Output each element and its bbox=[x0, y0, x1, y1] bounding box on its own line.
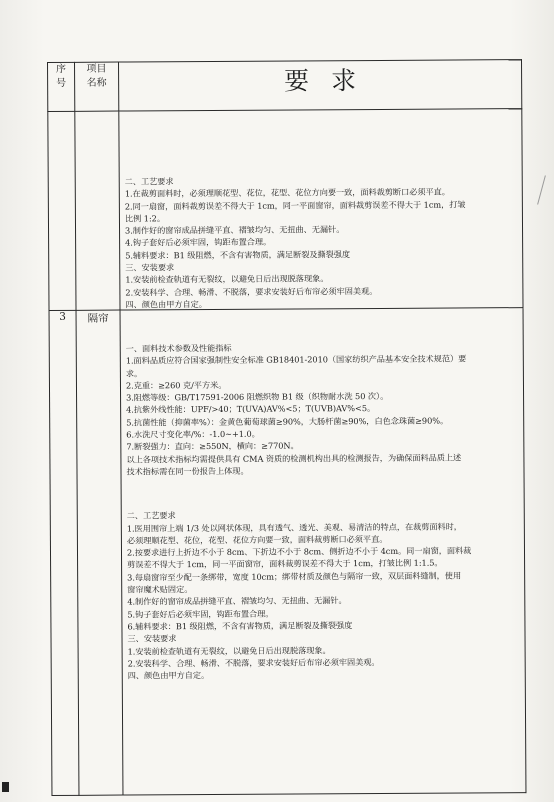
header-item-name bbox=[75, 62, 119, 111]
paragraph-gap bbox=[127, 475, 520, 509]
requirement-line: 1.面料品质应符合国家强制性安全标准 GB18401-2010（国家纺织产品基本安全技术规范）要 bbox=[125, 353, 467, 366]
requirement-line: 三、安装要求 bbox=[125, 262, 175, 273]
requirement-line: 2.克重：≥260 克/平方米。 bbox=[125, 379, 227, 391]
header-item-line-1: 项目 bbox=[86, 63, 107, 75]
requirement-line: 7.断裂强力：直向：≥550N，横向：≥770N。 bbox=[126, 440, 299, 452]
row-name-cell bbox=[75, 111, 120, 310]
fabric-spec-block bbox=[126, 340, 520, 478]
requirement-line: 比例 1:2。 bbox=[124, 213, 165, 224]
requirements-text bbox=[119, 109, 522, 309]
requirement-line: 求。 bbox=[125, 368, 143, 379]
table-row bbox=[49, 308, 526, 796]
row-requirements-cell bbox=[119, 109, 523, 310]
requirement-line: 2.按要求进行上折边不小于 8cm、下折边不小于 8cm、侧折边不小于 4cm。同一扇窗，面料裁 bbox=[126, 545, 472, 558]
requirement-line: 3.制作好的窗帘成品拼缝平直、褶皱均匀、无扭曲、无漏针。 bbox=[125, 224, 345, 236]
requirements-text bbox=[121, 308, 526, 794]
scan-edge-mark bbox=[537, 175, 546, 204]
requirement-line: 2.安装科学、合理、畅滑、不脱落，要求安装好后布帘必须牢固美观。 bbox=[127, 656, 380, 669]
requirement-line: 一、面料技术参数及性能指标 bbox=[125, 342, 232, 354]
requirement-line: 四、颜色由甲方自定。 bbox=[125, 298, 207, 310]
requirement-line: 6.水洗尺寸变化率/%：-1.0~+1.0。 bbox=[126, 428, 260, 440]
header-row bbox=[48, 60, 522, 112]
row-requirements-cell bbox=[120, 308, 526, 795]
requirement-line: 三、安装要求 bbox=[127, 633, 177, 644]
requirement-line: 5.辅料要求：B1 级阻燃，不含有害物质，满足断裂及撕裂强度 bbox=[125, 248, 351, 261]
row-number-cell: 3 bbox=[49, 310, 79, 795]
requirement-line: 剪误差不得大于 1cm，同一平面窗帘，面料裁剪误差不得大于 1cm，打皱比例 1:1.5。 bbox=[127, 558, 443, 570]
requirement-line: 二、工艺要求 bbox=[124, 176, 174, 187]
requirement-line: 以上各项技术指标均需提供具有 CMA 资质的检测机构出具的检测报告，为确保面料品质上述 bbox=[126, 452, 462, 465]
header-requirements-title: 要求 bbox=[284, 65, 379, 96]
table-row bbox=[48, 109, 523, 311]
requirement-line: 必须理顺花型、花位，花型、花位方向要一致，面料裁剪断口必须平直。 bbox=[126, 533, 388, 546]
requirement-line: 四、颜色由甲方自定。 bbox=[127, 670, 210, 681]
header-item-line-2: 名称 bbox=[86, 77, 107, 89]
requirement-line: 1.安装前检查轨道有无裂纹，以避免日后出现脱落现象。 bbox=[127, 644, 331, 657]
requirement-line: 4.钩子套好后必须牢固，钩距布置合理。 bbox=[125, 237, 272, 249]
scan-edge-mark bbox=[2, 782, 9, 792]
requirement-line: 3.阻燃等级：GB/T17591-2006 阻燃织物 B1 级（织物耐水洗 50 次）。 bbox=[126, 391, 389, 403]
requirement-line: 5.抗菌性能（抑菌率%）：金黄色葡萄球菌≥90%，大肠杆菌≥90%，白色念珠菌≥90%。 bbox=[126, 415, 449, 428]
requirement-line: 4.制作好的窗帘成品拼缝平直、褶皱均匀、无扭曲、无漏针。 bbox=[127, 595, 347, 607]
requirement-line: 6.辅料要求：B1 级阻燃，不含有害物质，满足断裂及撕裂强度 bbox=[127, 620, 353, 632]
header-serial-char-1: 序 bbox=[56, 63, 67, 75]
process-spec-block bbox=[127, 507, 521, 682]
requirement-line: 2.同一扇窗，面料裁剪误差不得大于 1cm，同一平面窗帘，面料裁剪误差不得大于 1cm，打皱 bbox=[124, 199, 466, 212]
requirement-line: 1.在裁剪面料时，必须理顺花型、花位，花型、花位方向要一致，面料裁剪断口必须平直。 bbox=[124, 186, 450, 199]
requirements-table bbox=[47, 59, 526, 796]
row-name-cell: 隔帘 bbox=[76, 310, 123, 795]
requirement-line: 技术指标需在同一份报告上体现。 bbox=[126, 465, 249, 477]
header-serial-char-2: 号 bbox=[56, 77, 67, 89]
requirement-line: 1.医用围帘上端 1/3 处以网状体现，具有透气、透光、美观、易清洁的特点，在裁剪面料时， bbox=[126, 521, 462, 534]
header-requirements bbox=[119, 60, 522, 111]
requirement-line: 窗帘魔术贴固定。 bbox=[127, 584, 193, 595]
row-number-cell bbox=[48, 111, 76, 310]
requirement-line: 4.抗紫外线性能：UPF/>40；T(UVA)AV%<5；T(UVB)AV%<5。 bbox=[126, 403, 376, 416]
requirement-line: 5.钩子套好后必须牢固，钩距布置合理。 bbox=[127, 608, 274, 620]
requirement-line: 3.每扇窗帘至少配一条绑带，宽度 10cm；绑带材质及颜色与隔帘一致，双层面料缝制，使用 bbox=[127, 570, 462, 583]
requirement-line: 2.安装科学、合理、畅滑、不脱落，要求安装好后布帘必须牢固美观。 bbox=[125, 285, 378, 298]
requirement-line: 二、工艺要求 bbox=[126, 510, 176, 521]
requirement-line: 1.安装前检查轨道有无裂纹，以避免日后出现脱落现象。 bbox=[125, 273, 329, 285]
header-serial-number bbox=[48, 62, 75, 111]
